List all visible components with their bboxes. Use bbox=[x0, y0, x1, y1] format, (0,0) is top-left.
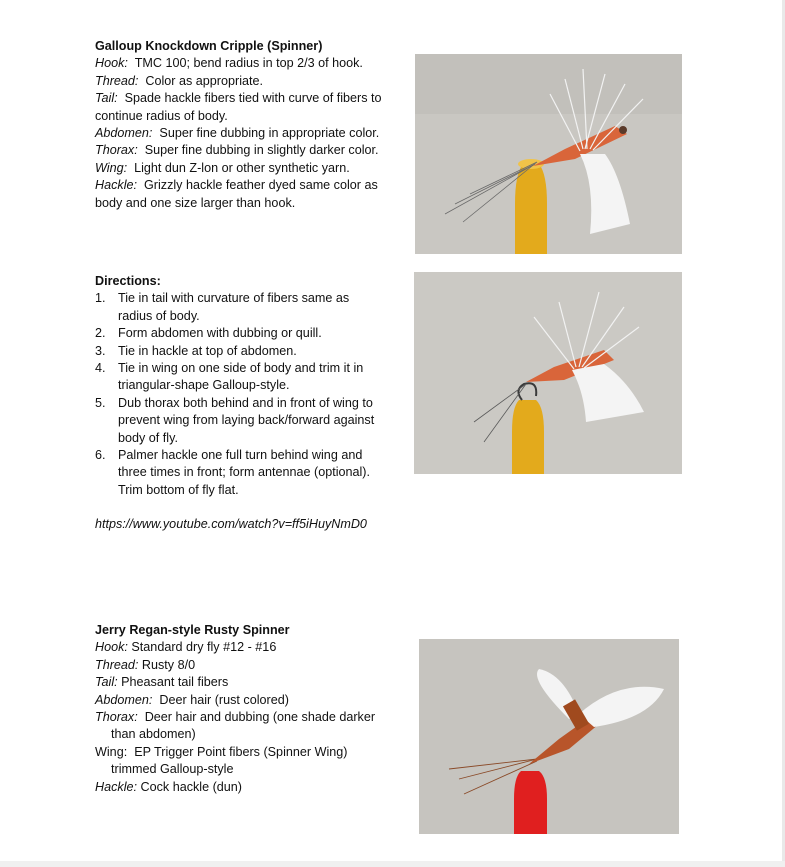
recipe-regan-rusty-spinner bbox=[95, 622, 375, 796]
page-bottom-edge bbox=[0, 861, 785, 867]
tail-line: Tail: Spade hackle fibers tied with curve of fibers to bbox=[95, 91, 382, 106]
direction-step: 2. Form abdomen with dubbing or quill. bbox=[95, 326, 322, 341]
thorax-line-cont: than abdomen) bbox=[111, 727, 196, 742]
directions-title: Directions: bbox=[95, 274, 161, 288]
recipe-title: Jerry Regan-style Rusty Spinner bbox=[95, 623, 290, 637]
recipe-title: Galloup Knockdown Cripple (Spinner) bbox=[95, 39, 323, 53]
abdomen-line: Abdomen: Deer hair (rust colored) bbox=[95, 692, 289, 707]
fly-photo-rusty-spinner bbox=[419, 639, 679, 834]
tail-line-cont: continue radius of body. bbox=[95, 108, 228, 123]
wing-line: Wing: EP Trigger Point fibers (Spinner Wing) bbox=[95, 744, 348, 759]
tail-line: Tail: Pheasant tail fibers bbox=[95, 675, 229, 690]
directions-section bbox=[95, 273, 400, 534]
abdomen-line: Abdomen: Super fine dubbing in appropriate color. bbox=[95, 126, 380, 141]
direction-step: 1. Tie in tail with curvature of fibers same as radius of body. bbox=[95, 291, 350, 323]
thorax-line: Thorax: Deer hair and dubbing (one shade darker bbox=[95, 710, 376, 725]
thread-line: Thread: Rusty 8/0 bbox=[95, 657, 196, 672]
recipe-galloup-knockdown bbox=[95, 38, 382, 212]
hackle-line: Hackle: Grizzly hackle feather dyed same color as bbox=[95, 178, 378, 193]
direction-step: 6. Palmer hackle one full turn behind wing and three times in front; form antennae (optional). Trim bottom of fly flat. bbox=[95, 448, 371, 497]
hackle-line: Hackle: Cock hackle (dun) bbox=[95, 779, 242, 794]
video-url-link[interactable]: https://www.youtube.com/watch?v=ff5iHuyNmD0 bbox=[95, 517, 367, 532]
direction-step: 4. Tie in wing on one side of body and trim it in triangular-shape Galloup-style. bbox=[95, 361, 364, 393]
fly-photo-finished bbox=[415, 54, 682, 254]
fly-photo-side bbox=[414, 272, 682, 474]
directions-list bbox=[95, 290, 400, 499]
hackle-line-cont: body and one size larger than hook. bbox=[95, 195, 296, 210]
thread-line: Thread: Color as appropriate. bbox=[95, 73, 264, 88]
wing-line: Wing: Light dun Z-lon or other synthetic yarn. bbox=[95, 160, 350, 175]
wing-line-cont: trimmed Galloup-style bbox=[111, 762, 234, 777]
direction-step: 3. Tie in hackle at top of abdomen. bbox=[95, 343, 297, 358]
hook-line: Hook: Standard dry fly #12 - #16 bbox=[95, 640, 277, 655]
thorax-line: Thorax: Super fine dubbing in slightly darker color. bbox=[95, 143, 379, 158]
hook-line: Hook: TMC 100; bend radius in top 2/3 of hook. bbox=[95, 56, 363, 71]
direction-step: 5. Dub thorax both behind and in front of wing to prevent wing from laying back/forward against body of fly. bbox=[95, 395, 375, 445]
